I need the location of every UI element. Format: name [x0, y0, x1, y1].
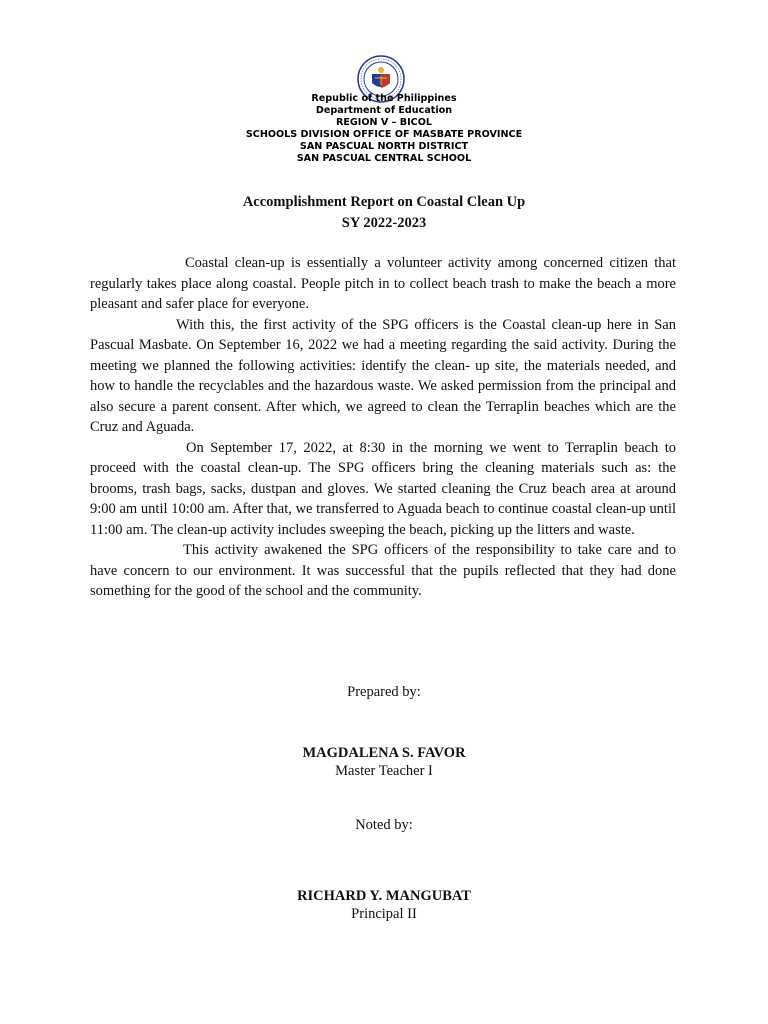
- report-school-year: SY 2022-2023: [341, 215, 427, 231]
- report-body: [90, 253, 676, 602]
- letterhead: [0, 93, 768, 164]
- letterhead-division: SCHOOLS DIVISION OFFICE OF MASBATE PROVINCE: [245, 128, 523, 140]
- paragraph-activity: On September 17, 2022, at 8:30 in the morning we went to Terraplin beach to proceed with the coastal clean-up. The SPG officers bring the cleaning materials such as: the brooms, trash bags, sacks, dustpan and gloves. We started cleaning the Cruz beach area at around 9:00 am until 10:00 am. After that, we transferred to Aguada beach to continue coastal clean-up until 11:00 am. The clean-up activity includes sweeping the beach, picking up the litters and waste.: [90, 439, 676, 538]
- prepared-by-name: MAGDALENA S. FAVOR: [302, 745, 466, 761]
- noted-by-label: Noted by:: [355, 817, 413, 833]
- letterhead-republic: Republic of the Philippines: [311, 93, 457, 104]
- paragraph-planning: With this, the first activity of the SPG officers is the Coastal clean-up here in San Pascual Masbate. On September 16, 2022 we had a meeting regarding the said activity. During the meeting we planned the following activities: identify the clean- up site, the materials needed, and how to handle the recyclables and the hazardous waste. We asked permission from the principal and also secure a parent consent. After which, we agreed to clean the Terraplin beaches which are the Cruz and Aguada.: [90, 316, 676, 435]
- letterhead-region: REGION V – BICOL: [335, 116, 432, 128]
- letterhead-district: SAN PASCUAL NORTH DISTRICT: [299, 140, 469, 152]
- paragraph-conclusion: This activity awakened the SPG officers of the responsibility to take care and to have concern to our environment. It was successful that the pupils reflected that they had done something for the good of the school and the community.: [90, 542, 676, 599]
- prepared-by-position: Master Teacher I: [335, 763, 433, 779]
- paragraph-intro: Coastal clean-up is essentially a volunteer activity among concerned citizen that regularly takes place along coastal. People pitch in to collect beach trash to make the beach a more pleasant and safer place for everyone.: [90, 255, 676, 312]
- letterhead-department: Department of Education: [315, 104, 453, 116]
- report-title: Accomplishment Report on Coastal Clean Up: [242, 194, 526, 210]
- letterhead-school: SAN PASCUAL CENTRAL SCHOOL: [296, 152, 472, 164]
- noted-by-position: Principal II: [351, 906, 417, 922]
- report-title-block: [0, 192, 768, 234]
- prepared-by-label: Prepared by:: [347, 684, 421, 700]
- noted-by-name: RICHARD Y. MANGUBAT: [297, 888, 471, 904]
